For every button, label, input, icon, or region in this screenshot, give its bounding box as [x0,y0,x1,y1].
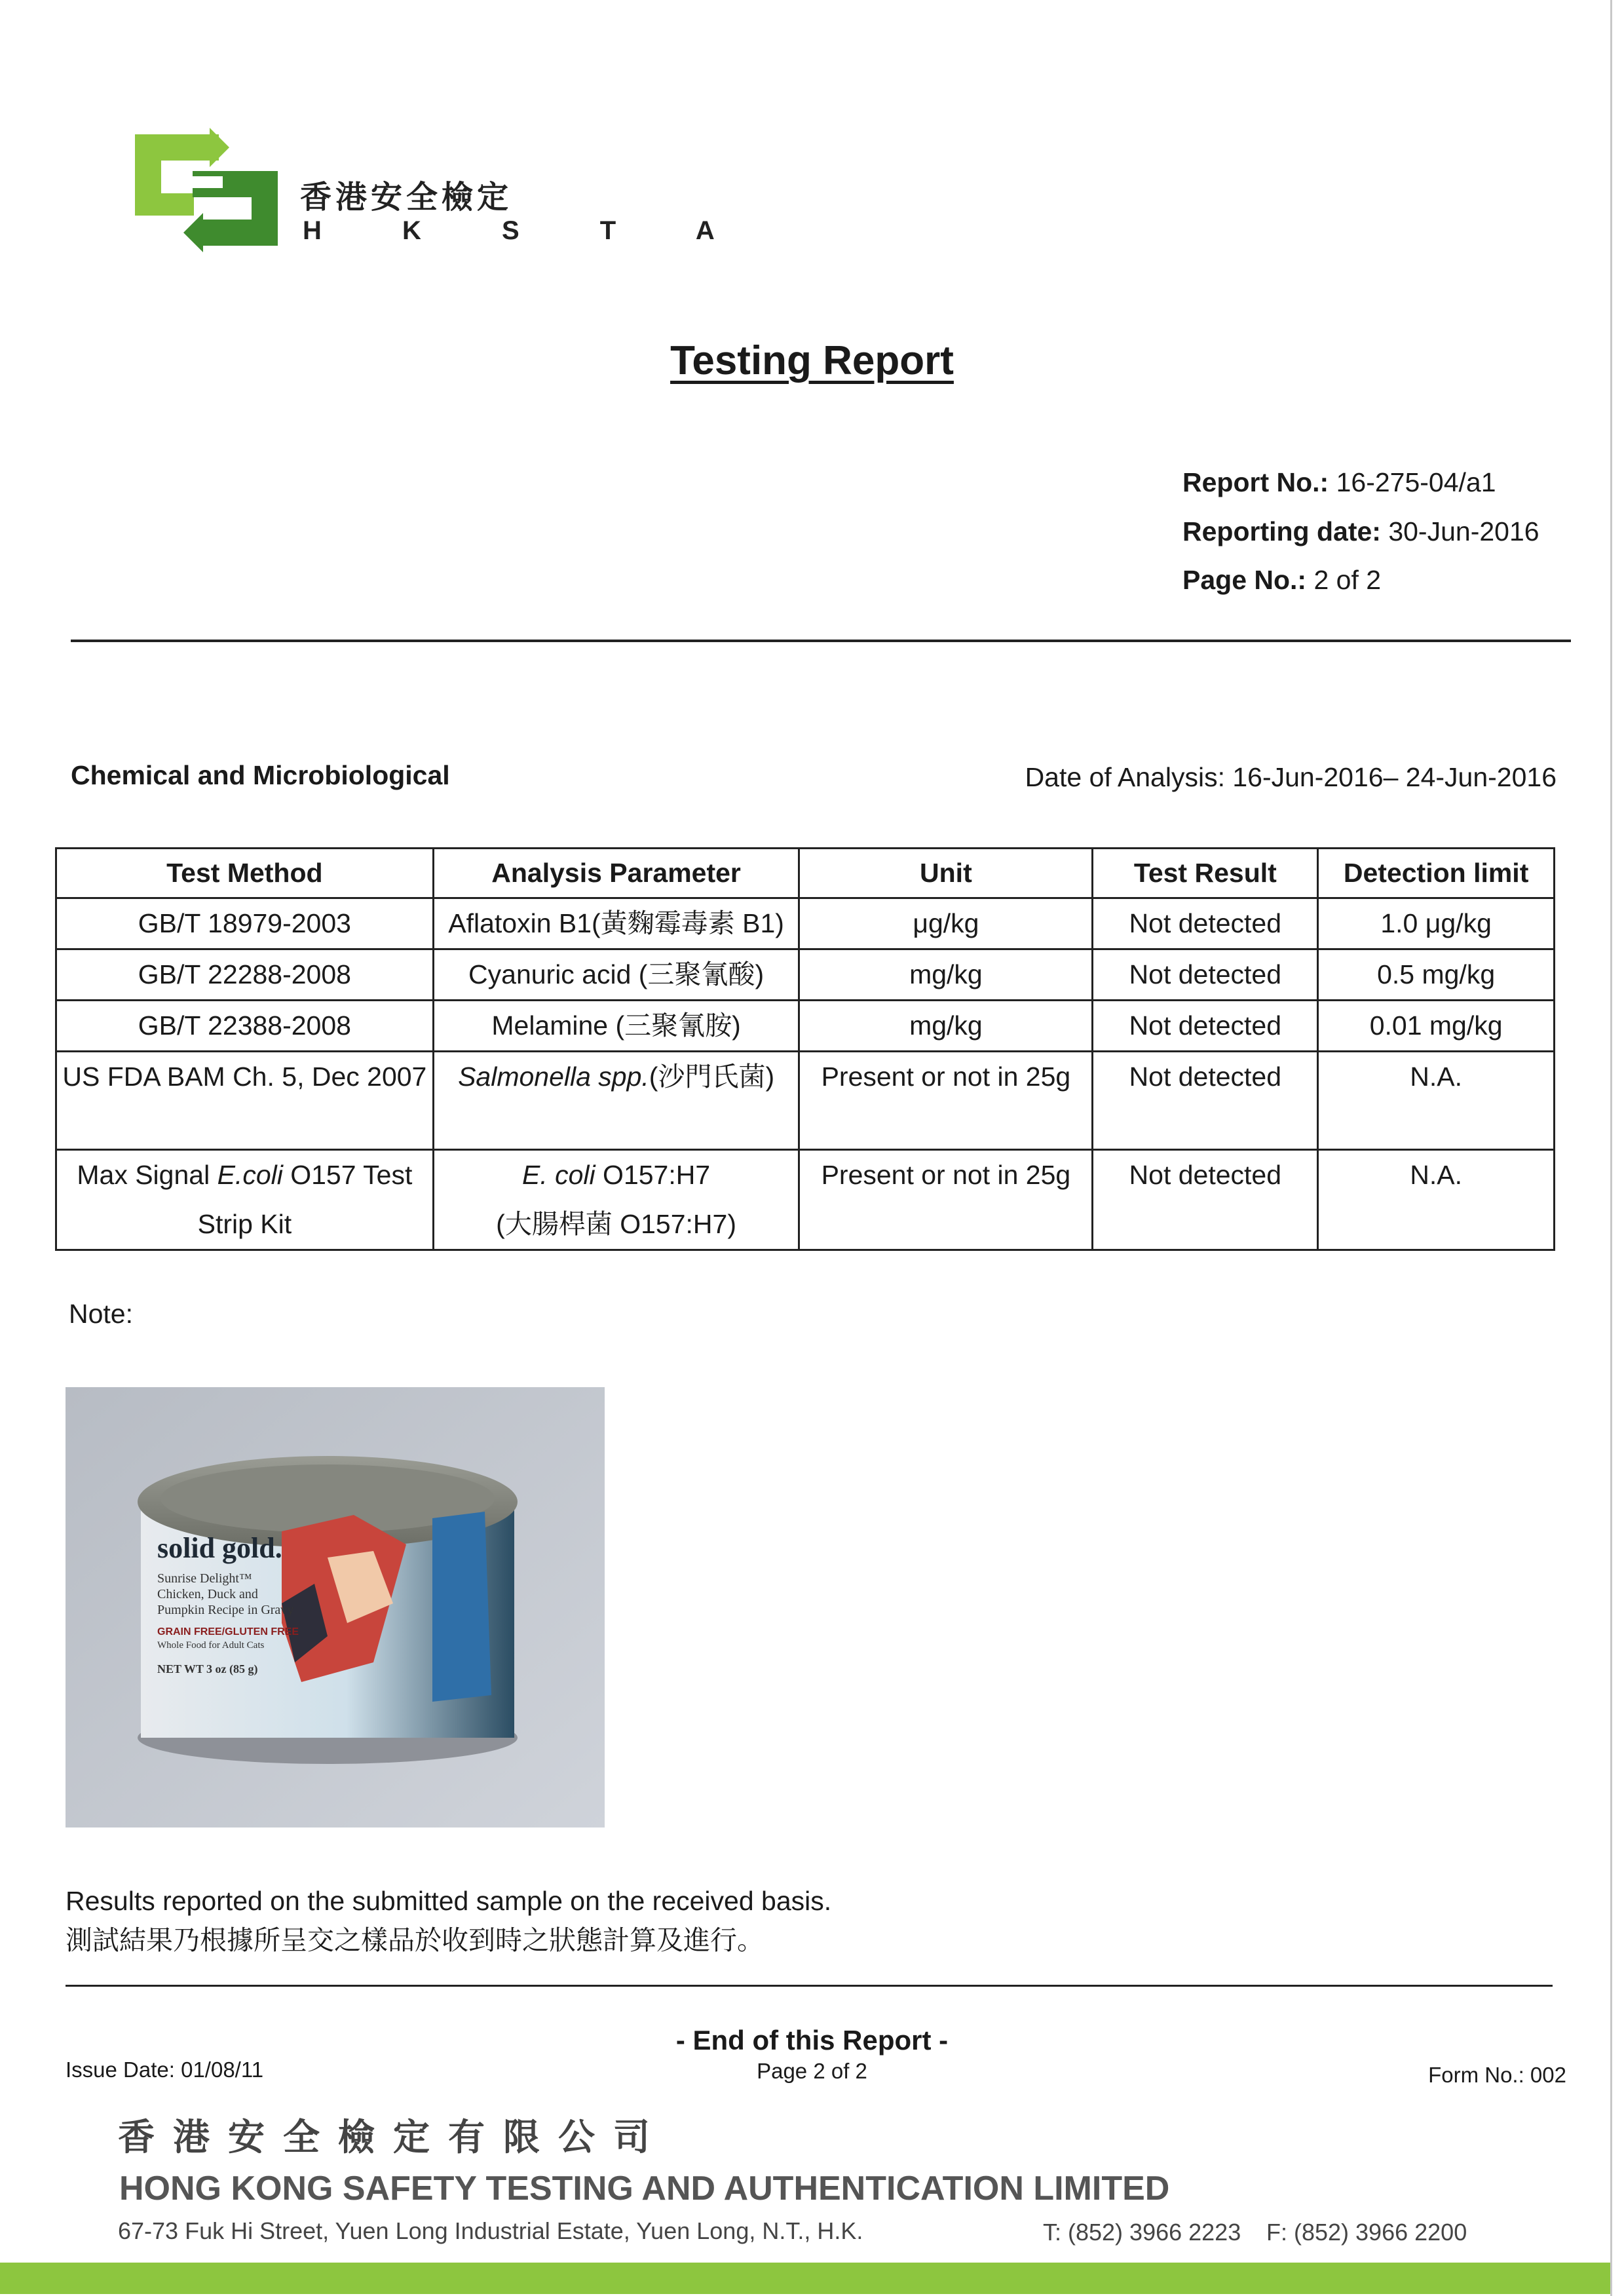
table-row [56,1052,1555,1150]
cell-unit: Present or not in 25g [799,1052,1093,1150]
footer-divider [66,1985,1553,1987]
report-number: Report No.: 16-275-04/a1 [1182,467,1496,497]
header-divider [71,640,1571,642]
product-line6: NET WT 3 oz (85 g) [157,1662,258,1675]
form-number: Form No.: 002 [1428,2063,1566,2087]
cell-unit: μg/kg [799,898,1093,949]
company-fax: F: (852) 3966 2200 [1266,2219,1467,2246]
reporting-date: Reporting date: 30-Jun-2016 [1182,516,1539,546]
cell-result: Not detected [1093,1150,1318,1250]
footer-page-number: Page 2 of 2 [757,2059,867,2083]
table-row [56,1150,1555,1250]
col-header-test-method: Test Method [56,849,434,898]
page-number: Page No.: 2 of 2 [1182,565,1382,595]
results-table [55,847,1555,1251]
cell-method: US FDA BAM Ch. 5, Dec 2007 [56,1052,434,1150]
cell-result: Not detected [1093,1001,1318,1052]
product-brand: solid gold. [157,1532,282,1564]
cell-method: Max Signal E.coli O157 Test Strip Kit [56,1150,434,1250]
cell-parameter: E. coli O157:H7 (大腸桿菌 O157:H7) [433,1150,799,1250]
col-header-test-result: Test Result [1093,849,1318,898]
cell-unit: Present or not in 25g [799,1150,1093,1250]
cell-parameter: Melamine (三聚氰胺) [433,1001,799,1052]
cell-result: Not detected [1093,1052,1318,1150]
results-statement-cn: 測試結果乃根據所呈交之樣品於收到時之狀態計算及進行。 [66,1924,764,1956]
page-edge [1610,0,1612,2296]
section-title: Chemical and Microbiological [71,760,450,790]
cell-limit: N.A. [1318,1052,1555,1150]
company-name-en: HONG KONG SAFETY TESTING AND AUTHENTICATION LIMITED [119,2170,1170,2208]
sample-photo [66,1387,605,1827]
company-name-cn: 香港安全檢定有限公司 [118,2116,668,2159]
cell-parameter: Aflatoxin B1(黃麴霉毒素 B1) [433,898,799,949]
cell-parameter: Cyanuric acid (三聚氰酸) [433,949,799,1001]
cell-result: Not detected [1093,898,1318,949]
cell-unit: mg/kg [799,949,1093,1001]
end-of-report: - End of this Report - [675,2025,949,2056]
page-title: Testing Report [670,338,954,383]
footer-green-bar [0,2263,1612,2294]
hksta-logo-icon [131,128,288,252]
product-line4: GRAIN FREE/GLUTEN FREE [157,1626,299,1637]
col-header-unit: Unit [799,849,1093,898]
cat-food-can-image [66,1387,605,1827]
table-row [56,949,1555,1001]
product-line2: Chicken, Duck and [157,1587,258,1601]
logo-english-text: H K S T A [303,216,751,245]
product-line1: Sunrise Delight™ [157,1571,252,1586]
cell-method: GB/T 18979-2003 [56,898,434,949]
cell-result: Not detected [1093,949,1318,1001]
company-telephone: T: (852) 3966 2223 [1043,2219,1241,2246]
logo-chinese-text: 香港安全檢定 [300,179,513,216]
cell-limit: N.A. [1318,1150,1555,1250]
results-statement-en: Results reported on the submitted sample on the received basis. [66,1886,832,1916]
cell-limit: 0.01 mg/kg [1318,1001,1555,1052]
table-header-row [56,849,1555,898]
cell-limit: 0.5 mg/kg [1318,949,1555,1001]
date-of-analysis: Date of Analysis: 16-Jun-2016– 24-Jun-2016 [1025,762,1557,792]
product-line3: Pumpkin Recipe in Gravy [157,1603,294,1617]
note-label: Note: [69,1299,133,1329]
cell-method: GB/T 22388-2008 [56,1001,434,1052]
product-line5: Whole Food for Adult Cats [157,1640,265,1651]
cell-parameter: Salmonella spp.(沙門氏菌) [433,1052,799,1150]
cell-method: GB/T 22288-2008 [56,949,434,1001]
col-header-analysis-parameter: Analysis Parameter [433,849,799,898]
cell-limit: 1.0 μg/kg [1318,898,1555,949]
issue-date: Issue Date: 01/08/11 [66,2057,264,2082]
table-row [56,898,1555,949]
table-row [56,1001,1555,1052]
company-address: 67-73 Fuk Hi Street, Yuen Long Industrial Estate, Yuen Long, N.T., H.K. [118,2217,863,2244]
cell-unit: mg/kg [799,1001,1093,1052]
col-header-detection-limit: Detection limit [1318,849,1555,898]
